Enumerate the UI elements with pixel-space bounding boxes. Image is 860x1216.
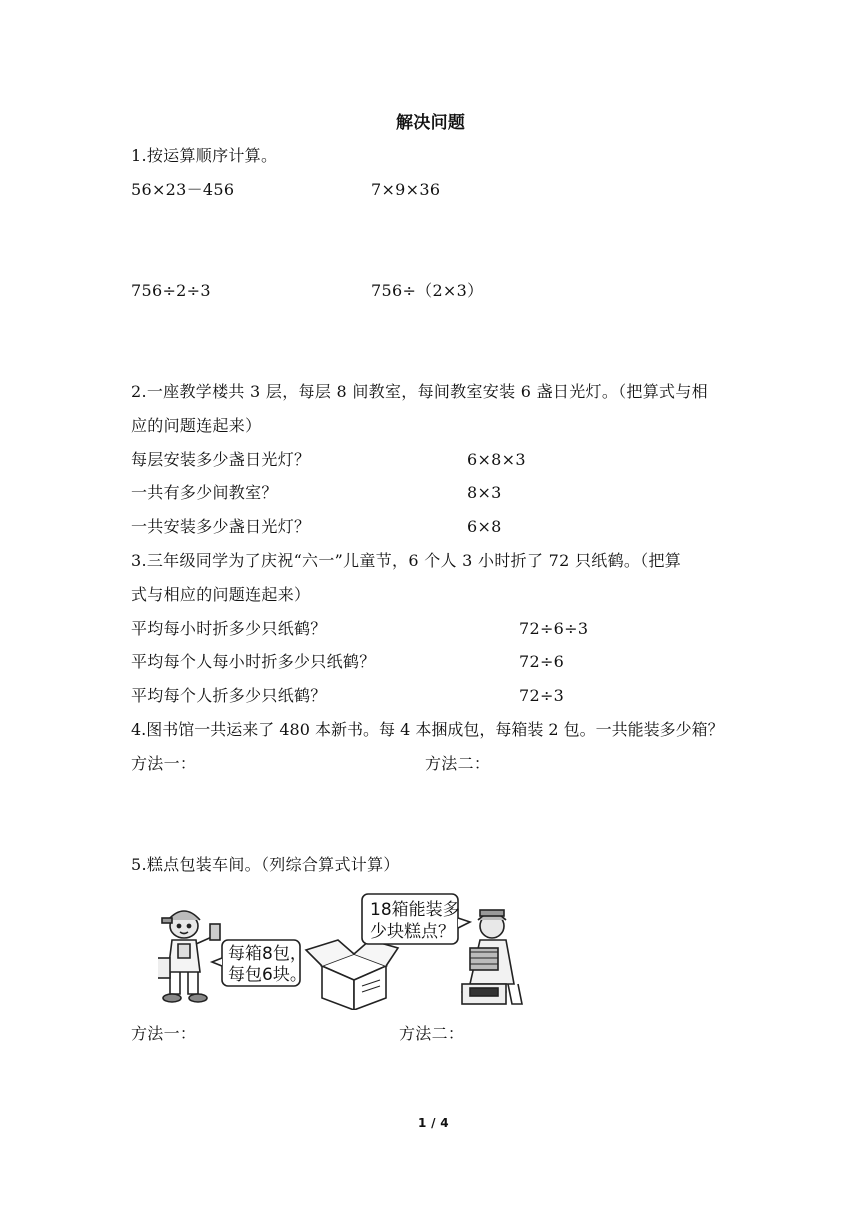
bubble-right-line-1: 18箱能装多 (370, 900, 460, 920)
q2-prompt-line2: 应的问题连起来） (131, 416, 262, 435)
q2-question-3: 一共安装多少盏日光灯？ (131, 517, 311, 536)
q3-question-1: 平均每小时折多少只纸鹤？ (131, 619, 327, 638)
q3-formula-3: 72÷3 (519, 686, 565, 705)
speech-bubble-right (362, 894, 470, 944)
q1-expr-2: 7×9×36 (371, 180, 441, 199)
bubble-left-line-1: 每箱8包， (228, 944, 307, 964)
page-title: 解决问题 (396, 113, 466, 133)
q4-prompt: 4.图书馆一共运来了 480 本新书。每 4 本捆成包，每箱装 2 包。一共能装多少箱？ (131, 720, 724, 739)
q2-formula-3: 6×8 (467, 517, 502, 536)
q3-question-3: 平均每个人折多少只纸鹤？ (131, 686, 327, 705)
q3-formula-1: 72÷6÷3 (519, 619, 589, 638)
q3-question-2: 平均每个人每小时折多少只纸鹤？ (131, 652, 376, 671)
worker-left-figure (158, 911, 220, 1002)
page-number: 1 / 4 (418, 1116, 449, 1130)
q2-formula-2: 8×3 (467, 483, 502, 502)
q5-method-1-label: 方法一： (131, 1024, 197, 1043)
q3-formula-2: 72÷6 (519, 652, 565, 671)
q5-illustration (158, 888, 530, 1010)
q5-method-2-label: 方法二： (399, 1024, 465, 1043)
q4-method-1-label: 方法一： (131, 754, 197, 773)
q4-method-2-label: 方法二： (425, 754, 491, 773)
q2-prompt-line1: 2.一座教学楼共 3 层，每层 8 间教室，每间教室安装 6 盏日光灯。（把算式与相 (131, 382, 708, 401)
q1-expr-4: 756÷（2×3） (371, 281, 484, 300)
q5-prompt: 5.糕点包装车间。（列综合算式计算） (131, 855, 400, 874)
q2-question-2: 一共有多少间教室？ (131, 483, 278, 502)
q2-formula-1: 6×8×3 (467, 450, 526, 469)
bubble-right-line-2: 少块糕点？ (370, 922, 455, 942)
packaging-scene-illustration (158, 888, 530, 1010)
q3-prompt-line1: 3.三年级同学为了庆祝“六一”儿童节，6 个人 3 小时折了 72 只纸鹤。（把算 (131, 551, 682, 570)
q1-expr-3: 756÷2÷3 (131, 281, 211, 300)
bubble-left-line-2: 每包6块。 (228, 965, 307, 985)
q3-prompt-line2: 式与相应的问题连起来） (131, 585, 311, 604)
open-box-figure (306, 940, 398, 1010)
worker-right-figure (462, 910, 522, 1004)
q1-prompt: 1.按运算顺序计算。 (131, 146, 278, 165)
q1-expr-1: 56×23－456 (131, 180, 235, 199)
speech-bubble-left (212, 940, 307, 986)
q2-question-1: 每层安装多少盏日光灯？ (131, 450, 311, 469)
